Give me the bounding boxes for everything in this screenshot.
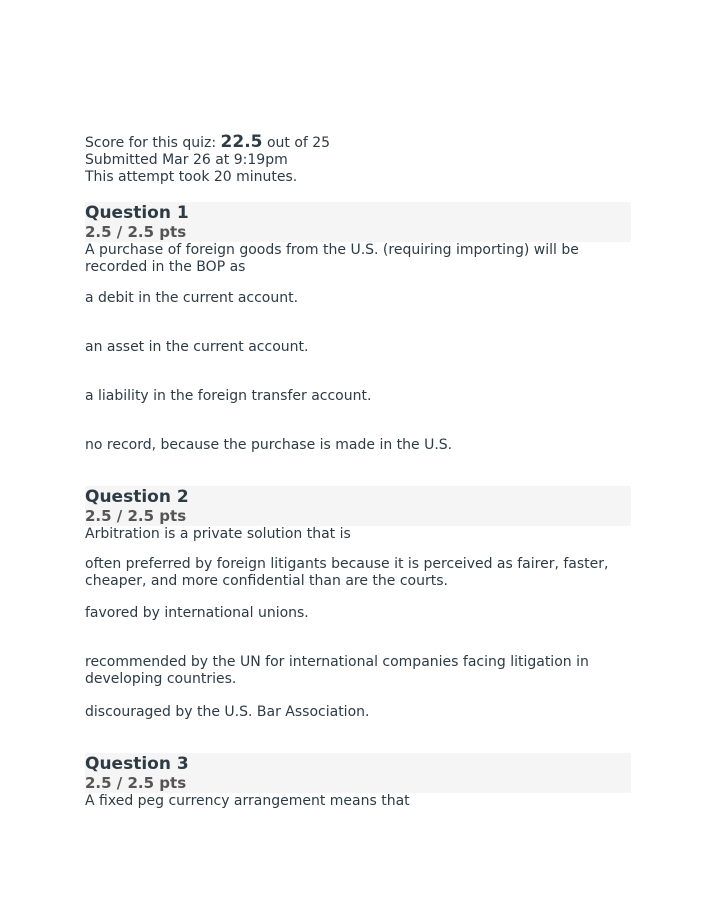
answer-option[interactable]: recommended by the UN for international companies facing litigation in developing countries.: [85, 654, 589, 687]
question-header: [85, 486, 631, 526]
question-points: 2.5 / 2.5 pts: [85, 223, 187, 241]
score-line: [85, 134, 330, 152]
question-points: 2.5 / 2.5 pts: [85, 507, 187, 525]
answer-option[interactable]: a debit in the current account.: [85, 290, 299, 306]
attempt-duration: This attempt took 20 minutes.: [85, 169, 298, 185]
question-text: Arbitration is a private solution that is: [85, 526, 351, 542]
question-1: [85, 202, 631, 276]
question-header: [85, 753, 631, 793]
answer-option[interactable]: a liability in the foreign transfer account.: [85, 388, 372, 404]
question-title: Question 1: [85, 203, 189, 223]
score-value: 22.5: [220, 132, 263, 152]
answer-option[interactable]: discouraged by the U.S. Bar Association.: [85, 704, 370, 720]
question-points: 2.5 / 2.5 pts: [85, 774, 187, 792]
answer-option[interactable]: an asset in the current account.: [85, 339, 309, 355]
question-text: A fixed peg currency arrangement means that: [85, 793, 410, 809]
question-title: Question 2: [85, 487, 189, 507]
question-3: [85, 753, 631, 810]
score-out-of: out of 25: [266, 135, 331, 151]
answer-option[interactable]: favored by international unions.: [85, 605, 309, 621]
answer-option[interactable]: no record, because the purchase is made in the U.S.: [85, 437, 453, 453]
answer-option[interactable]: often preferred by foreign litigants because it is perceived as fairer, faster, cheaper, and more confidential than are the courts.: [85, 556, 609, 589]
question-header: [85, 202, 631, 242]
quiz-summary: [85, 134, 330, 186]
question-title: Question 3: [85, 754, 189, 774]
question-2: [85, 486, 631, 543]
question-text: A purchase of foreign goods from the U.S. (requiring importing) will be recorded in the BOP as: [85, 242, 579, 275]
score-label: Score for this quiz:: [85, 135, 217, 151]
submitted-date: Submitted Mar 26 at 9:19pm: [85, 152, 288, 168]
